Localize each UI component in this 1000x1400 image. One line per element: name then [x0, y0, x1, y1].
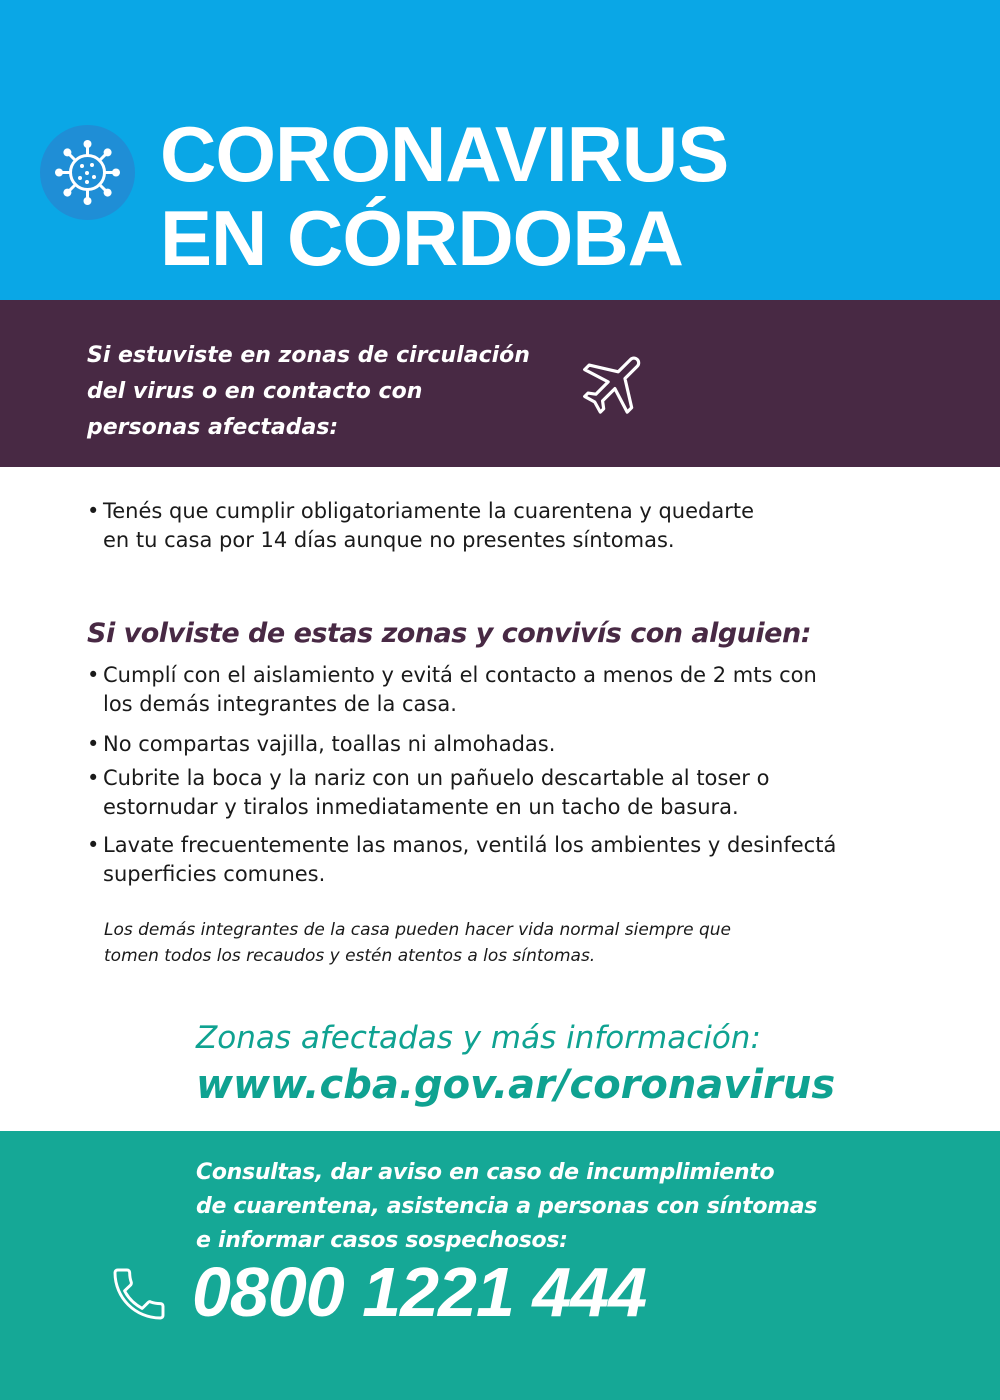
list-item-line: estornudar y tiralos inmediatamente en un tacho de basura.	[103, 795, 739, 819]
footer-line: Consultas, dar aviso en caso de incumplimiento	[196, 1160, 775, 1185]
bullet-dot: •	[87, 663, 100, 687]
household-note	[104, 917, 731, 969]
warning-line: Si estuviste en zonas de circulación	[87, 343, 530, 368]
phone-number-link[interactable]: 0800 1221 444	[192, 1253, 647, 1331]
title-line-2: EN CÓRDOBA	[160, 194, 684, 282]
page-title	[160, 112, 728, 280]
bullet-dot: •	[87, 499, 100, 523]
quarantine-line: en tu casa por 14 días aunque no presentes síntomas.	[103, 528, 675, 552]
warning-line: personas afectadas:	[87, 415, 339, 440]
warning-line: del virus o en contacto con	[87, 379, 423, 404]
list-item-line: Lavate frecuentemente las manos, ventilá los ambientes y desinfectá	[103, 833, 837, 857]
list-item-text	[87, 730, 947, 759]
list-item-text	[87, 831, 947, 889]
bullet-dot: •	[87, 732, 100, 756]
list-item-line: los demás integrantes de la casa.	[103, 692, 457, 716]
info-label: Zonas afectadas y más información:	[196, 1020, 761, 1056]
warning-text	[87, 338, 607, 446]
list-item-text	[87, 764, 947, 822]
list-item	[87, 831, 947, 889]
footer-line: e informar casos sospechosos:	[196, 1228, 568, 1253]
footer-text	[196, 1156, 817, 1258]
virus-icon	[40, 125, 135, 220]
note-line: tomen todos los recaudos y estén atentos a los síntomas.	[104, 946, 596, 966]
cohabitation-heading: Si volviste de estas zonas y convivís con alguien:	[87, 618, 811, 649]
bullet-dot: •	[87, 766, 100, 790]
list-item-line: No compartas vajilla, toallas ni almohadas.	[103, 732, 556, 756]
list-item	[87, 661, 947, 719]
quarantine-line: Tenés que cumplir obligatoriamente la cuarentena y quedarte	[103, 499, 755, 523]
footer-line: de cuarentena, asistencia a personas con síntomas	[196, 1194, 818, 1219]
list-item-line: Cumplí con el aislamiento y evitá el contacto a menos de 2 mts con	[103, 663, 817, 687]
list-item-line: Cubrite la boca y la nariz con un pañuelo descartable al toser o	[103, 766, 770, 790]
list-item	[87, 730, 947, 759]
quarantine-text	[87, 497, 947, 555]
list-item	[87, 764, 947, 822]
airplane-icon	[578, 345, 654, 421]
list-item-line: superficies comunes.	[103, 862, 326, 886]
list-item-text	[87, 661, 947, 719]
info-url-link[interactable]: www.cba.gov.ar/coronavirus	[196, 1062, 836, 1108]
phone-icon	[107, 1262, 171, 1326]
note-line: Los demás integrantes de la casa pueden hacer vida normal siempre que	[104, 920, 732, 940]
bullet-dot: •	[87, 833, 100, 857]
quarantine-rule	[87, 497, 947, 555]
title-line-1: CORONAVIRUS	[160, 110, 729, 198]
